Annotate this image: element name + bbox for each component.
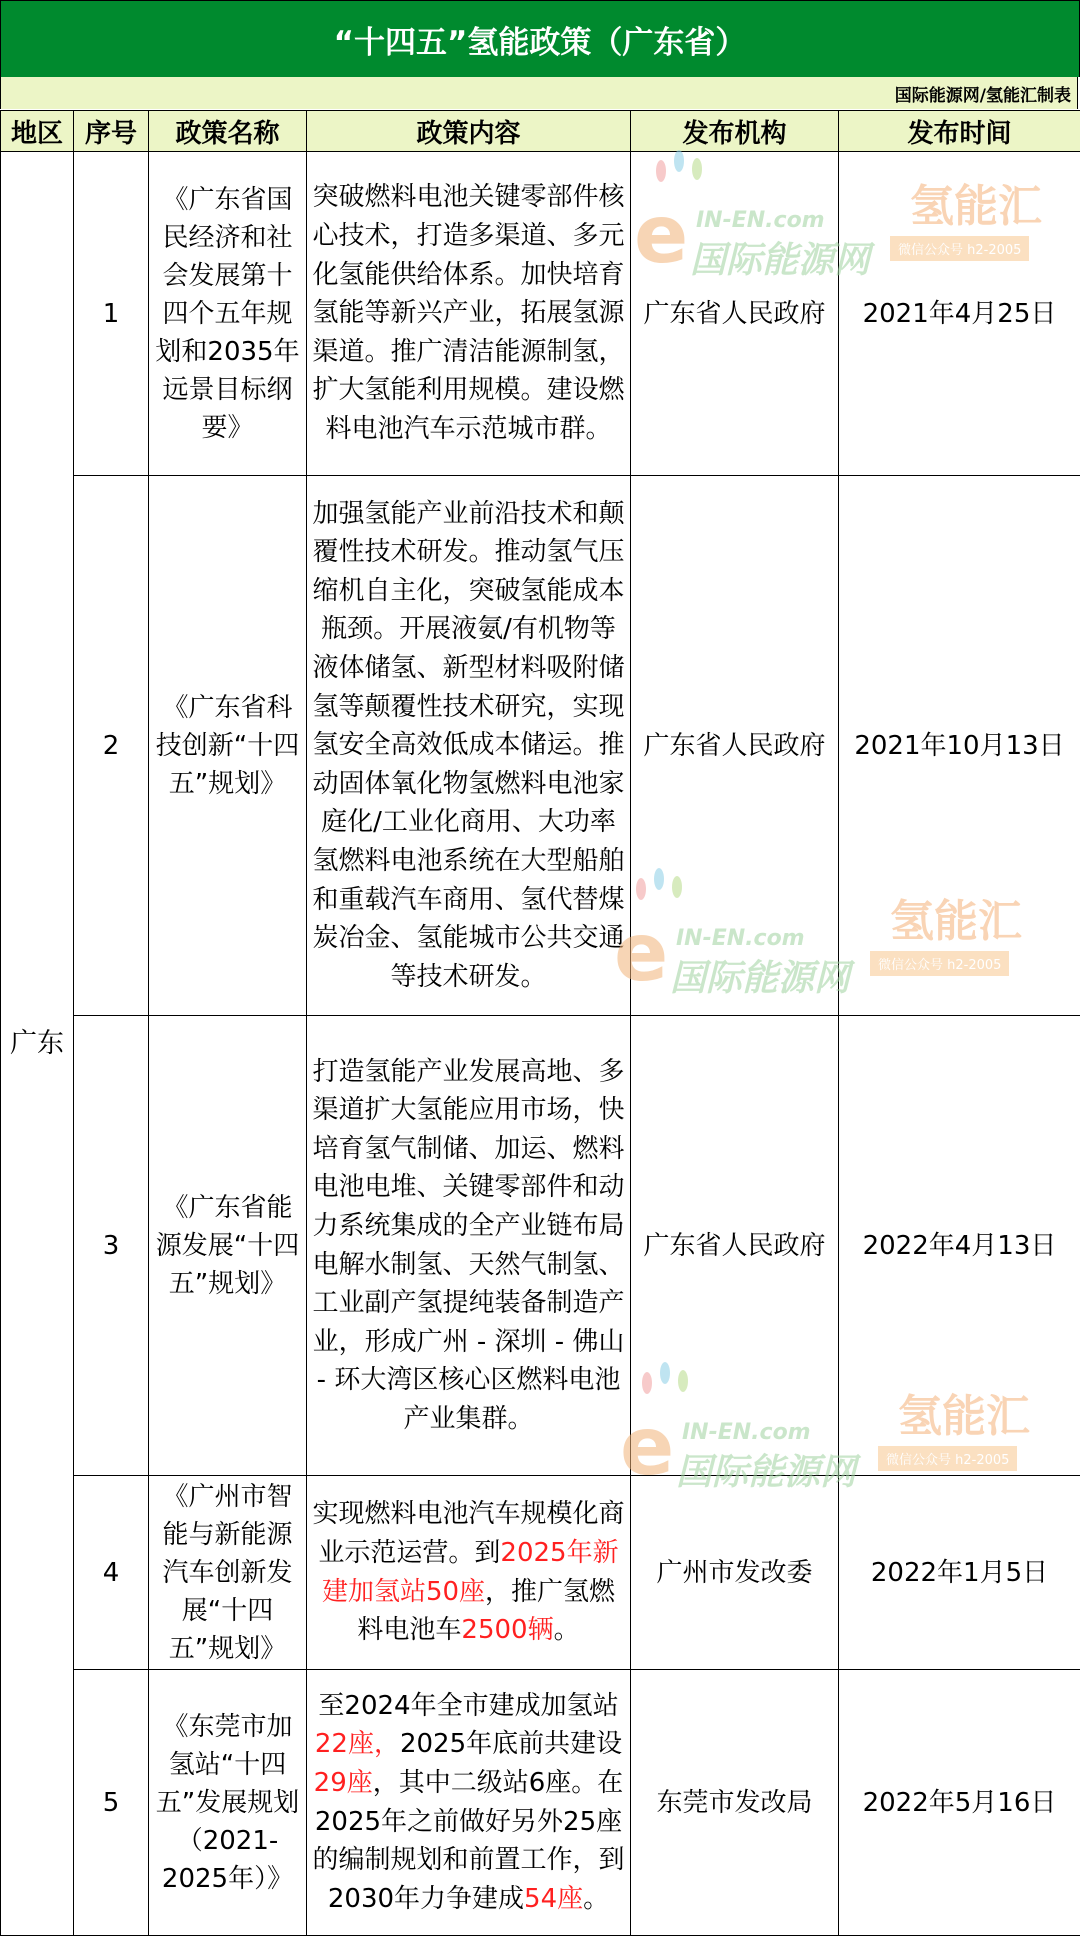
content-text: 突破燃料电池关键零部件核心技术，打造多渠道、多元化氢能供给体系。加快培育氢能等新兴产业，拓展氢源渠道。推广清洁能源制氢，扩大氢能利用规模。建设燃料电池汽车示范城市群。 xyxy=(312,182,624,444)
issue-date: 2022年4月13日 xyxy=(839,1016,1080,1476)
issuer: 东莞市发改局 xyxy=(631,1670,839,1936)
policy-table xyxy=(0,110,1080,1936)
header-policy-content: 政策内容 xyxy=(307,111,631,152)
content-text: 实现燃料电池汽车规模化商业示范运营。到 xyxy=(312,1499,624,1568)
highlight-text: 54座 xyxy=(524,1884,583,1914)
brand-subtext: 微信公众号 h2-2005 xyxy=(890,236,1029,261)
e-logo-icon: e xyxy=(614,906,668,999)
header-issuer: 发布机构 xyxy=(631,111,839,152)
content-text: 。 xyxy=(583,1884,609,1914)
policy-name: 《东莞市加氢站“十四五”发展规划（2021-2025年）》 xyxy=(149,1670,307,1936)
highlight-text: 22座， xyxy=(315,1729,400,1759)
brand-text: 氢能汇 xyxy=(890,885,1022,949)
issue-date: 2022年5月16日 xyxy=(839,1670,1080,1936)
row-number: 1 xyxy=(74,152,149,476)
content-text: ，其中二级站6座。在2025年之前做好另外25座的编制规划和前置工作，到2030年力争建成 xyxy=(312,1768,624,1914)
policy-name: 《广州市智能与新能源汽车创新发展“十四五”规划》 xyxy=(149,1476,307,1670)
row-number: 3 xyxy=(74,1016,149,1476)
table-row xyxy=(1,1016,1080,1476)
header-row xyxy=(1,111,1080,152)
table-row xyxy=(1,476,1080,1016)
policy-content xyxy=(307,152,631,476)
content-text: 加强氢能产业前沿技术和颠覆性技术研发。推动氢气压缩机自主化，突破氢能成本瓶颈。开展液氨/有机物等液体储氢、新型材料吸附储氢等颠覆性技术研究，实现氢安全高效低成本储运。推动固体氧化物氢燃料电池家庭化/工业化商用、大功率氢燃料电池系统在大型船舶和重载汽车商用、氢代替煤炭冶金、氢能城市公共交通等技术研发。 xyxy=(312,499,624,992)
policy-content xyxy=(307,1016,631,1476)
issue-date: 2022年1月5日 xyxy=(839,1476,1080,1670)
content-text: 打造氢能产业发展高地、多渠道扩大氢能应用市场，快培育氢气制储、加运、燃料电池电堆、关键零部件和动力系统集成的全产业链布局电解水制氢、天然气制氢、工业副产氢提纯装备制造产业，形成广州 - 深圳 - 佛山 - 环大湾区核心区燃料电池产业集群。 xyxy=(312,1057,624,1434)
issuer: 广州市发改委 xyxy=(631,1476,839,1670)
header-date: 发布时间 xyxy=(839,111,1080,152)
highlight-text: 29座 xyxy=(314,1768,373,1798)
content-text: ，推广氢燃料电池车 xyxy=(357,1577,615,1646)
highlight-text: 2500辆 xyxy=(461,1615,553,1645)
row-number: 5 xyxy=(74,1670,149,1936)
in-en-cn-text: 国际能源网 xyxy=(670,950,850,1001)
issuer: 广东省人民政府 xyxy=(631,476,839,1016)
table-row xyxy=(1,1476,1080,1670)
issue-date: 2021年4月25日 xyxy=(839,152,1080,476)
brand-subtext: 微信公众号 h2-2005 xyxy=(878,1446,1017,1471)
policy-content xyxy=(307,1670,631,1936)
in-en-text: IN-EN.com xyxy=(696,208,825,233)
in-en-text: IN-EN.com xyxy=(676,926,805,951)
header-region: 地区 xyxy=(1,111,74,152)
highlight-text: 2025年新建加氢站50座 xyxy=(322,1538,619,1607)
e-logo-icon: e xyxy=(620,1400,674,1493)
in-en-cn-text: 国际能源网 xyxy=(676,1444,856,1495)
content-text: 至2024年全市建成加氢站 xyxy=(318,1691,618,1721)
row-number: 2 xyxy=(74,476,149,1016)
policy-name: 《广东省国民经济和社会发展第十四个五年规划和2035年远景目标纲要》 xyxy=(149,152,307,476)
content-text: 2025年底前共建设 xyxy=(400,1729,622,1759)
table-title: “十四五”氢能政策（广东省） xyxy=(0,0,1080,77)
table-row xyxy=(1,1670,1080,1936)
policy-content xyxy=(307,476,631,1016)
policy-name: 《广东省科技创新“十四五”规划》 xyxy=(149,476,307,1016)
issuer: 广东省人民政府 xyxy=(631,1016,839,1476)
brand-subtext: 微信公众号 h2-2005 xyxy=(870,951,1009,976)
issue-date: 2021年10月13日 xyxy=(839,476,1080,1016)
issuer: 广东省人民政府 xyxy=(631,152,839,476)
in-en-cn-text: 国际能源网 xyxy=(690,232,870,283)
e-logo-icon: e xyxy=(634,188,688,281)
table-row xyxy=(1,152,1080,476)
row-number: 4 xyxy=(74,1476,149,1670)
brand-text: 氢能汇 xyxy=(898,1380,1030,1444)
region-cell: 广东 xyxy=(1,152,74,1936)
brand-text: 氢能汇 xyxy=(910,170,1042,234)
in-en-text: IN-EN.com xyxy=(682,1420,811,1445)
header-policy-name: 政策名称 xyxy=(149,111,307,152)
policy-name: 《广东省能源发展“十四五”规划》 xyxy=(149,1016,307,1476)
policy-content xyxy=(307,1476,631,1670)
source-note: 国际能源网/氢能汇制表 xyxy=(0,77,1078,109)
header-number: 序号 xyxy=(74,111,149,152)
content-text: 。 xyxy=(554,1615,580,1645)
